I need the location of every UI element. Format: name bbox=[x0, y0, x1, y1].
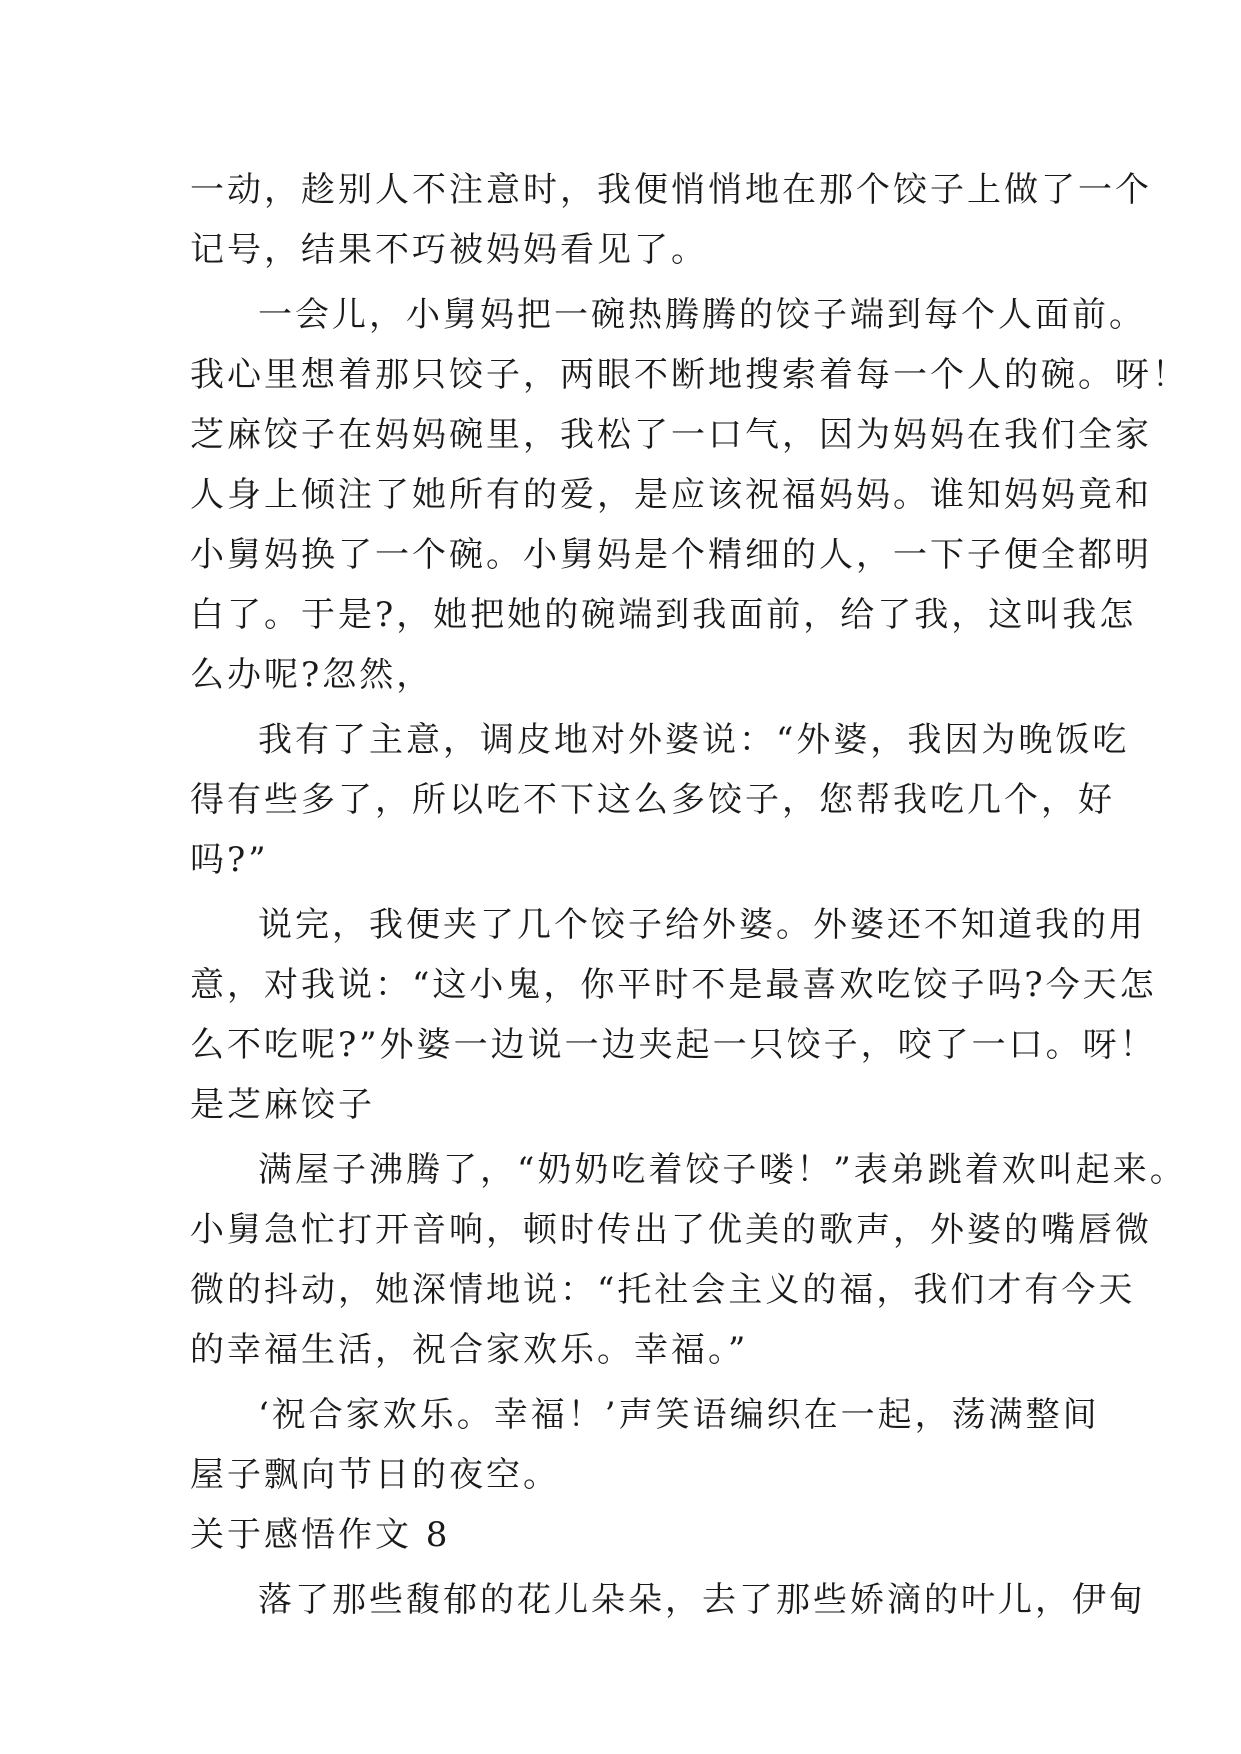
text-line: 意，对我说：“这小鬼，你平时不是最喜欢吃饺子吗?今天怎 bbox=[190, 965, 1157, 1005]
text-line: 记号，结果不巧被妈妈看见了。 bbox=[190, 230, 708, 270]
text-line: 屋子飘向节日的夜空。 bbox=[190, 1455, 560, 1495]
section-heading: 关于感悟作文 8 bbox=[190, 1515, 451, 1555]
text-line: 白了。于是?，她把她的碗端到我面前，给了我，这叫我怎 bbox=[190, 595, 1137, 635]
text-line: 么不吃呢?”外婆一边说一边夹起一只饺子，咬了一口。呀！ bbox=[190, 1025, 1157, 1065]
text-line: 一会儿，小舅妈把一碗热腾腾的饺子端到每个人面前。 bbox=[258, 295, 1146, 335]
text-line: 吗?” bbox=[190, 840, 269, 880]
text-line: 我心里想着那只饺子，两眼不断地搜索着每一个人的碗。呀！ bbox=[190, 355, 1189, 395]
text-line: 说完，我便夹了几个饺子给外婆。外婆还不知道我的用 bbox=[258, 905, 1146, 945]
text-line: 小舅妈换了一个碗。小舅妈是个精细的人，一下子便全都明 bbox=[190, 535, 1152, 575]
text-line: 落了那些馥郁的花儿朵朵，去了那些娇滴的叶儿，伊甸 bbox=[258, 1580, 1146, 1620]
text-line: 小舅急忙打开音响，顿时传出了优美的歌声，外婆的嘴唇微 bbox=[190, 1210, 1152, 1250]
text-line: 得有些多了，所以吃不下这么多饺子，您帮我吃几个，好 bbox=[190, 780, 1115, 820]
text-line: 芝麻饺子在妈妈碗里，我松了一口气，因为妈妈在我们全家 bbox=[190, 415, 1152, 455]
text-line: 一动，趁别人不注意时，我便悄悄地在那个饺子上做了一个 bbox=[190, 170, 1152, 210]
text-line: 我有了主意，调皮地对外婆说：“外婆，我因为晚饭吃 bbox=[258, 720, 1130, 760]
text-line: 的幸福生活，祝合家欢乐。幸福。” bbox=[190, 1330, 749, 1370]
text-line: 人身上倾注了她所有的爱，是应该祝福妈妈。谁知妈妈竟和 bbox=[190, 475, 1152, 515]
text-line: ‘祝合家欢乐。幸福！’声笑语编织在一起，荡满整间 bbox=[258, 1395, 1100, 1435]
text-line: 么办呢?忽然， bbox=[190, 655, 434, 695]
text-line: 微的抖动，她深情地说：“托社会主义的福，我们才有今天 bbox=[190, 1270, 1136, 1310]
text-line: 满屋子沸腾了，“奶奶吃着饺子喽！”表弟跳着欢叫起来。 bbox=[258, 1150, 1187, 1190]
text-line: 是芝麻饺子 bbox=[190, 1085, 375, 1125]
